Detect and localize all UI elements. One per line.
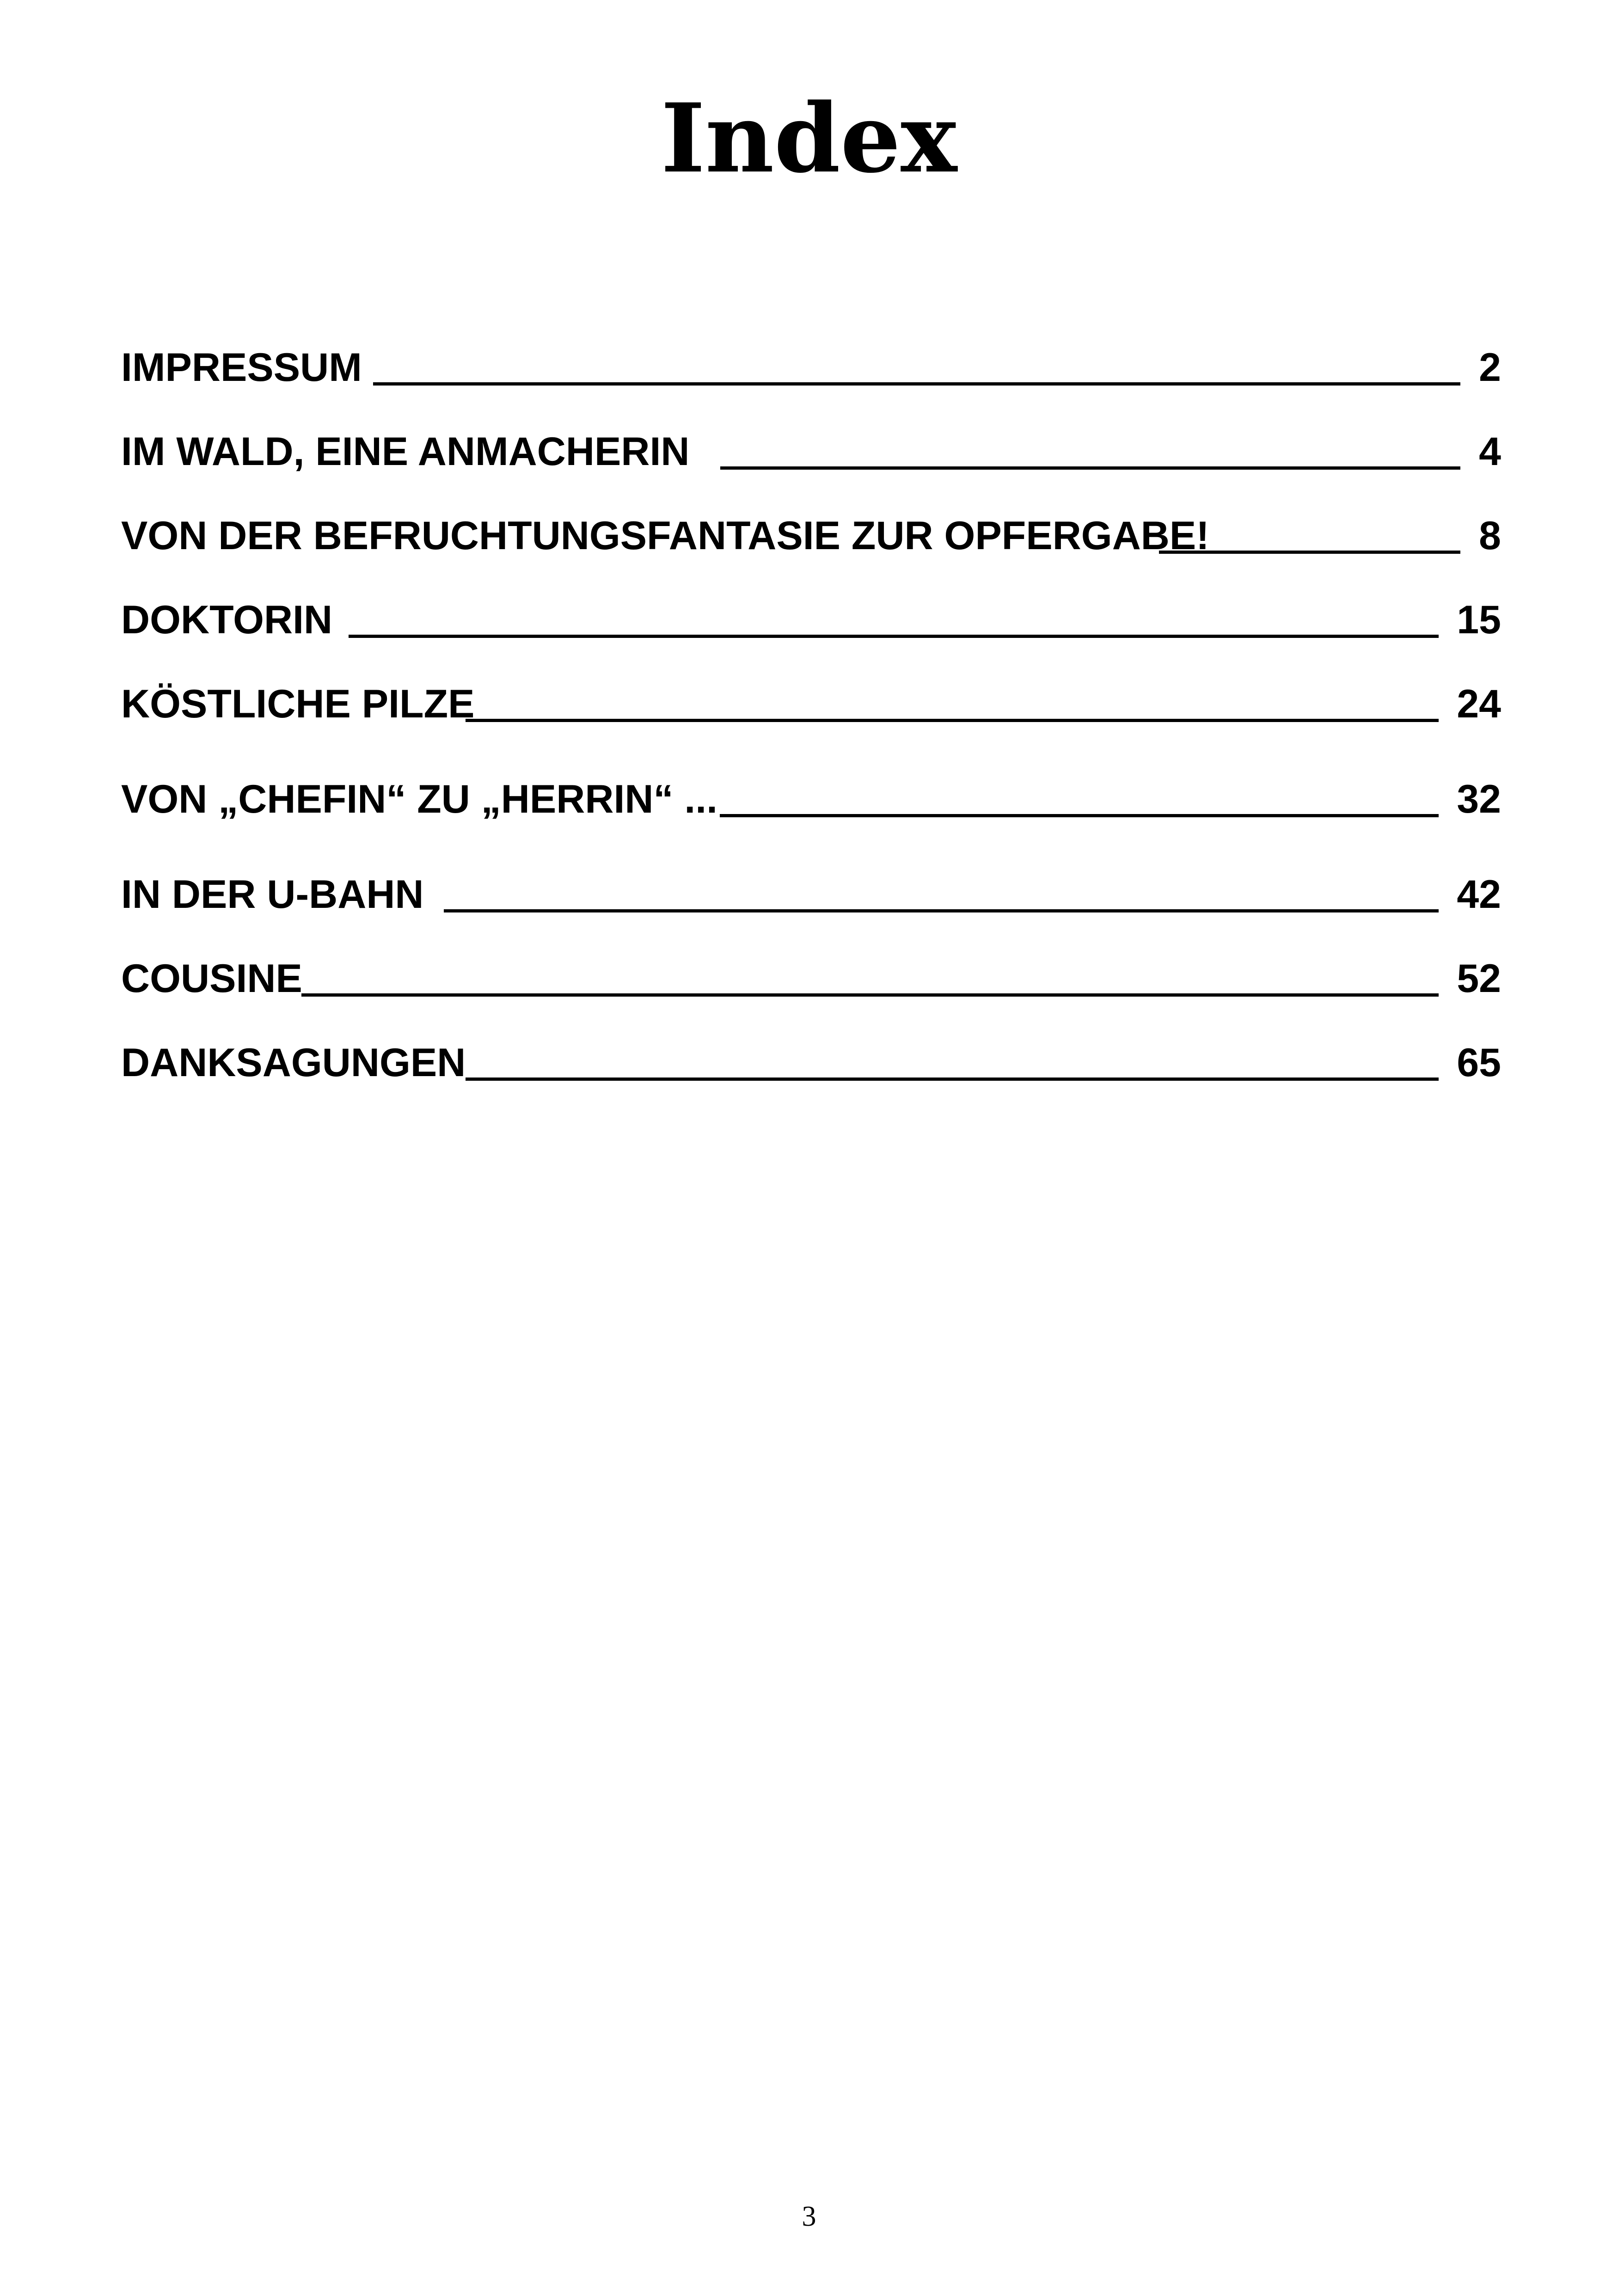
toc-entry-label: IMPRESSUM <box>121 345 362 390</box>
toc-leader-line <box>301 993 1439 997</box>
toc-leader-line <box>373 382 1460 386</box>
toc-entry-page: 52 <box>1457 956 1501 1001</box>
toc-leader-line <box>720 466 1460 470</box>
toc-entry-doktorin <box>121 590 1501 645</box>
toc-entry-page: 8 <box>1479 514 1501 558</box>
toc-leader-line <box>466 719 1439 722</box>
toc-entry-label: IM WALD, EINE ANMACHERIN <box>121 429 690 474</box>
toc-entry-im-wald <box>121 422 1501 477</box>
toc-entry-chefin-herrin <box>121 769 1501 825</box>
toc-entry-danksagungen <box>121 1033 1501 1088</box>
toc-leader-line <box>1159 551 1460 554</box>
toc-leader-line <box>466 1078 1439 1081</box>
toc-entry-impressum <box>121 337 1501 393</box>
toc-entry-label: DANKSAGUNGEN <box>121 1041 466 1085</box>
toc-leader-line <box>444 909 1439 912</box>
page-number: 3 <box>802 2201 816 2232</box>
toc-entry-cousine <box>121 949 1501 1004</box>
toc-entry-page: 32 <box>1457 777 1501 821</box>
toc-entry-page: 4 <box>1479 429 1501 474</box>
toc-entry-label: VON „CHEFIN“ ZU „HERRIN“ ... <box>121 777 718 821</box>
toc-leader-line <box>720 814 1439 817</box>
toc-entry-page: 42 <box>1457 872 1501 917</box>
toc-entry-label: KÖSTLICHE PILZE <box>121 682 475 726</box>
toc-entry-page: 24 <box>1457 682 1501 726</box>
toc-entry-page: 2 <box>1479 345 1501 390</box>
toc-entry-label: COUSINE <box>121 956 302 1001</box>
toc-entry-page: 15 <box>1457 598 1501 642</box>
toc-entry-u-bahn <box>121 864 1501 920</box>
toc-entry-befruchtungsfantasie <box>121 506 1501 561</box>
page-title: Index <box>661 83 957 194</box>
toc-entry-label: DOKTORIN <box>121 598 333 642</box>
toc-leader-line <box>349 635 1439 638</box>
toc-entry-label: IN DER U-BAHN <box>121 872 424 917</box>
toc-entry-page: 65 <box>1457 1041 1501 1085</box>
toc-entry-koestliche-pilze <box>121 674 1501 729</box>
toc-entry-label: VON DER BEFRUCHTUNGSFANTASIE ZUR OPFERGABE! <box>121 514 1209 558</box>
